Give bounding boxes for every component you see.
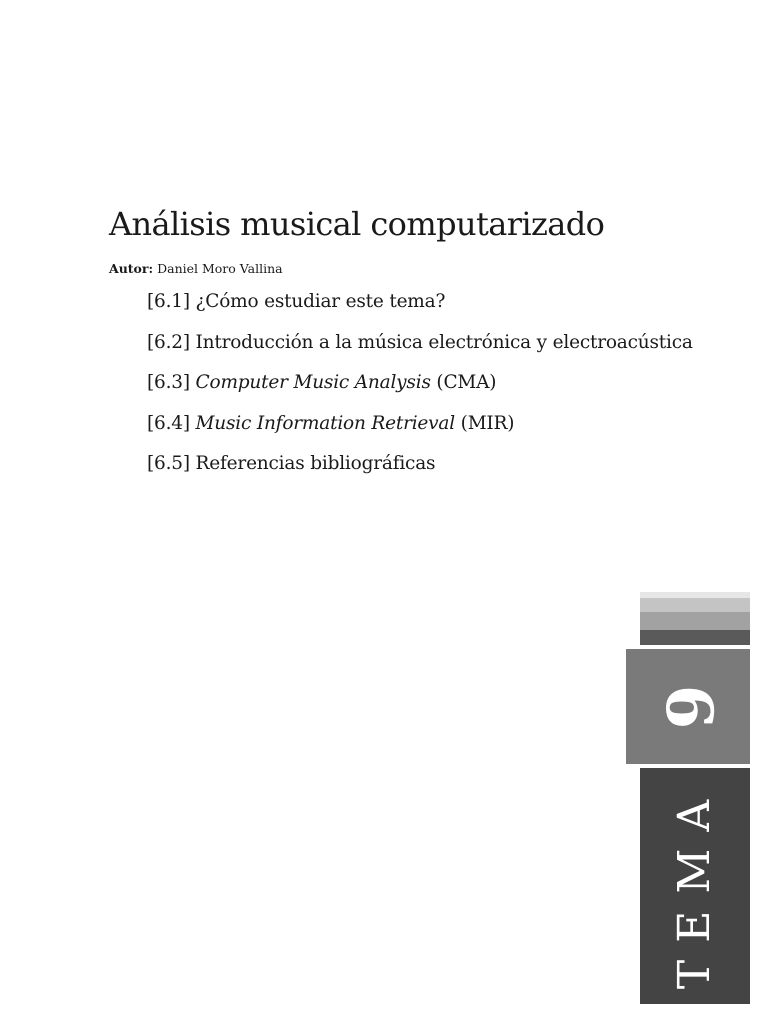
toc-item-6-4[interactable]	[147, 412, 693, 453]
toc-item-6-1[interactable]	[147, 290, 693, 331]
toc-text: ¿Cómo estudiar este tema?	[195, 291, 446, 312]
decorative-band-3	[640, 612, 750, 630]
toc-suffix: (CMA)	[436, 372, 497, 393]
toc-number: [6.2]	[147, 331, 190, 353]
table-of-contents	[147, 290, 693, 493]
toc-number: [6.1]	[147, 291, 190, 312]
chapter-label-tab	[640, 768, 750, 1004]
author-label: Autor:	[109, 261, 154, 276]
document-title: Análisis musical computarizado	[109, 205, 605, 243]
author-line	[109, 261, 283, 276]
toc-text-italic: Computer Music Analysis	[195, 372, 431, 393]
toc-text: Introducción a la música electrónica y electroacústica	[195, 331, 693, 353]
toc-item-6-2[interactable]	[147, 331, 693, 372]
toc-suffix: (MIR)	[460, 412, 515, 434]
toc-text: Referencias bibliográficas	[195, 453, 436, 474]
toc-item-6-3[interactable]	[147, 371, 693, 412]
chapter-number-tab	[626, 649, 750, 764]
decorative-band-2	[640, 598, 750, 612]
decorative-band-4	[640, 630, 750, 645]
toc-number: [6.4]	[147, 412, 190, 434]
toc-text-italic: Music Information Retrieval	[195, 412, 455, 434]
toc-number: [6.5]	[147, 453, 190, 474]
toc-item-6-5[interactable]	[147, 452, 693, 493]
chapter-label: TEMA	[669, 782, 720, 990]
author-name: Daniel Moro Vallina	[157, 261, 283, 276]
chapter-number: 6	[651, 684, 726, 729]
toc-number: [6.3]	[147, 372, 190, 393]
